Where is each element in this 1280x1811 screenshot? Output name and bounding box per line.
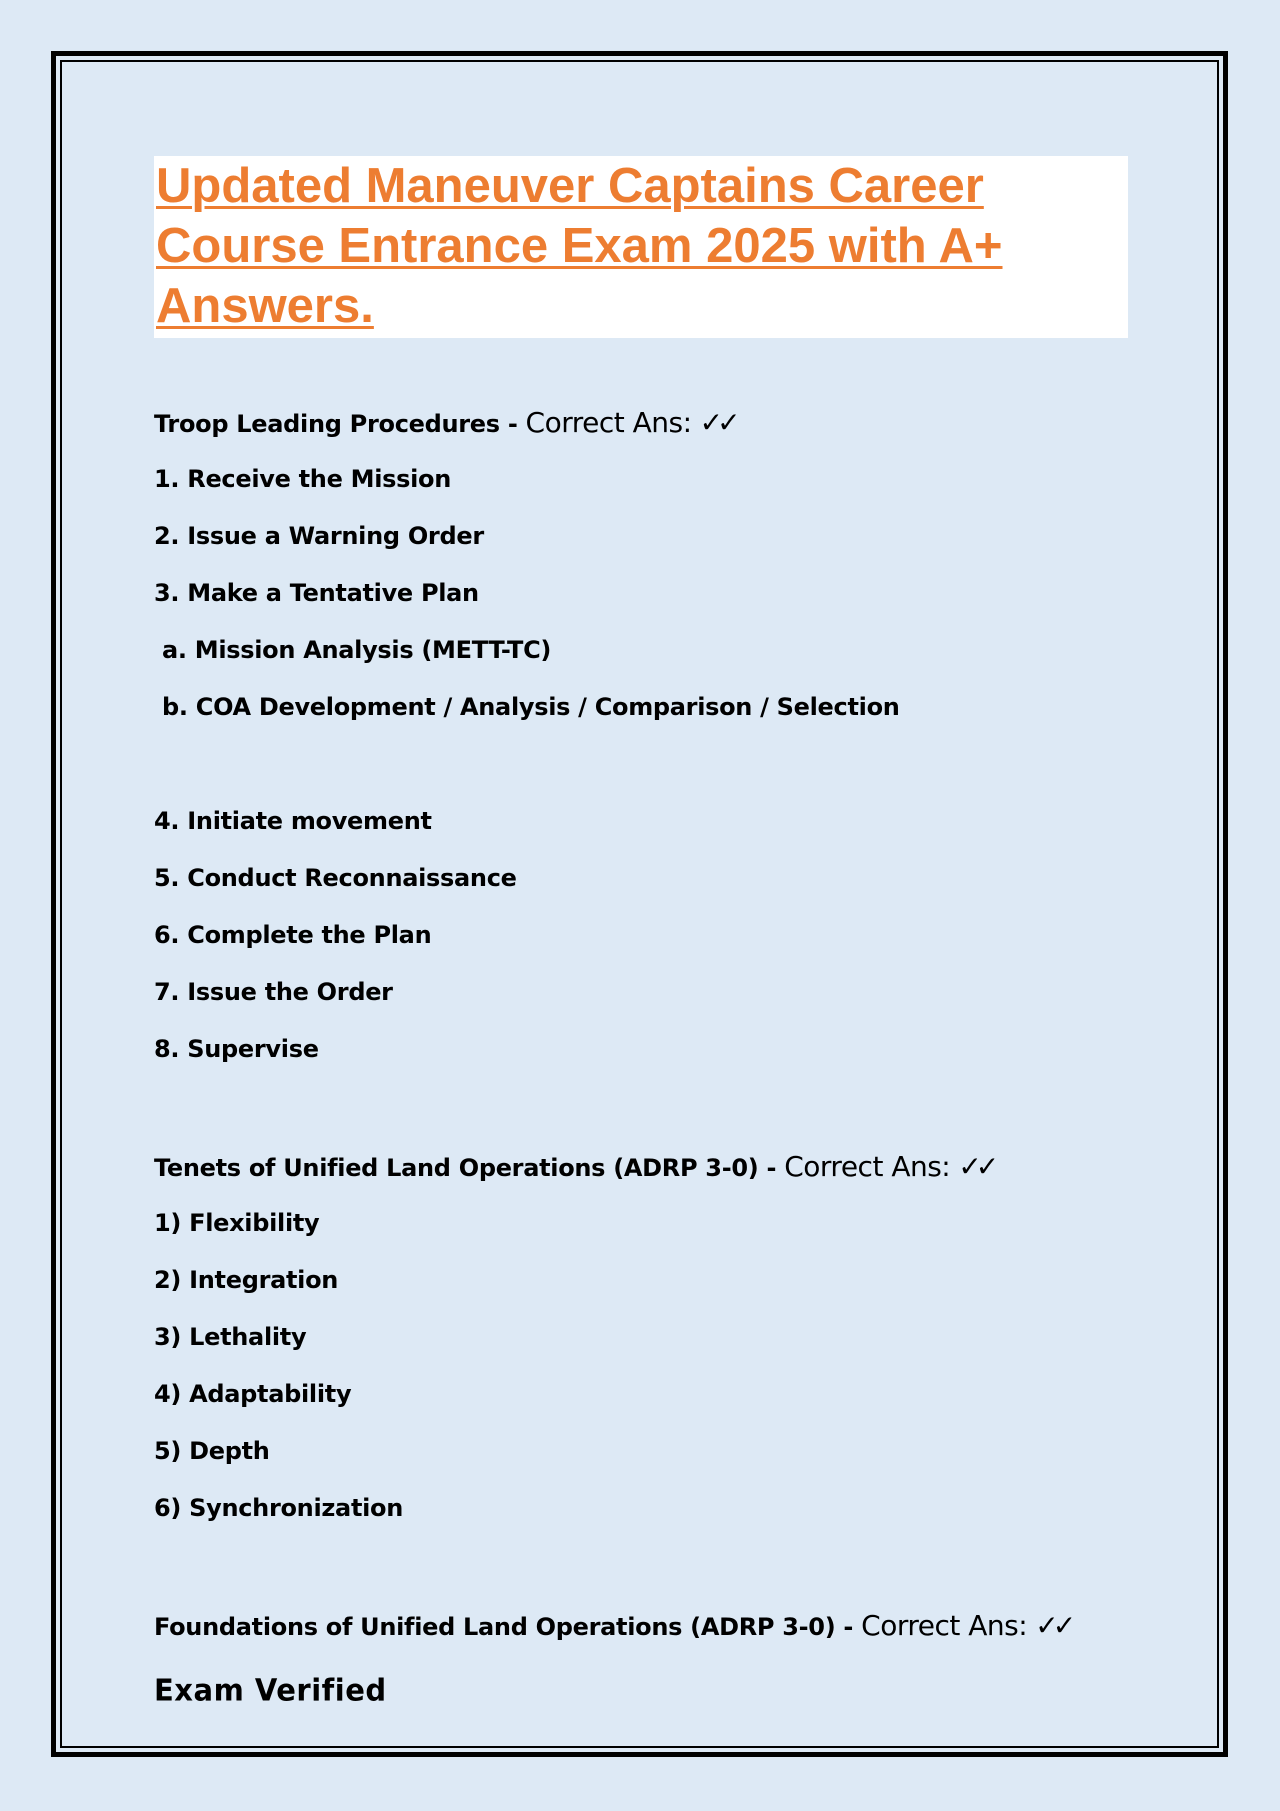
list-item: 3. Make a Tentative Plan (154, 579, 479, 607)
title-box (154, 156, 1128, 338)
question-text: Troop Leading Procedures - (154, 410, 518, 438)
list-item: 2. Issue a Warning Order (154, 522, 484, 550)
document-title: Updated Maneuver Captains Career Course Entrance Exam 2025 with A+ Answers. (156, 159, 1003, 333)
list-item: 8. Supervise (154, 1035, 319, 1063)
list-item: 3) Lethality (154, 1323, 307, 1351)
list-item: a. Mission Analysis (METT-TC) (162, 636, 552, 664)
list-item: 5) Depth (154, 1437, 270, 1465)
answer-label: Correct Ans: (784, 1150, 951, 1183)
double-check-icon: ✓✓ (1035, 1609, 1071, 1642)
list-item: 7. Issue the Order (154, 978, 393, 1006)
list-item: 6. Complete the Plan (154, 921, 432, 949)
double-check-icon: ✓✓ (699, 406, 735, 439)
list-item: 1. Receive the Mission (154, 465, 452, 493)
list-item: 1) Flexibility (154, 1209, 320, 1237)
question-text: Tenets of Unified Land Operations (ADRP 3-0) - (154, 1154, 777, 1182)
list-item: 5. Conduct Reconnaissance (154, 864, 517, 892)
question-tenets (154, 1138, 1130, 1195)
list-item: b. COA Development / Analysis / Comparison / Selection (162, 693, 900, 721)
answer-label: Correct Ans: (861, 1609, 1028, 1642)
answer-label: Correct Ans: (525, 406, 692, 439)
list-item: 4. Initiate movement (154, 807, 432, 835)
list-item: 2) Integration (154, 1266, 339, 1294)
exam-verified-stamp: Exam Verified (154, 1672, 387, 1708)
question-foundations (154, 1597, 1130, 1654)
question-text: Foundations of Unified Land Operations (ADRP 3-0) - (154, 1613, 854, 1641)
double-check-icon: ✓✓ (958, 1150, 994, 1183)
list-item: 6) Synchronization (154, 1494, 404, 1522)
list-item: 4) Adaptability (154, 1380, 352, 1408)
question-troop-leading (154, 394, 1130, 451)
document-body (154, 156, 1130, 1706)
